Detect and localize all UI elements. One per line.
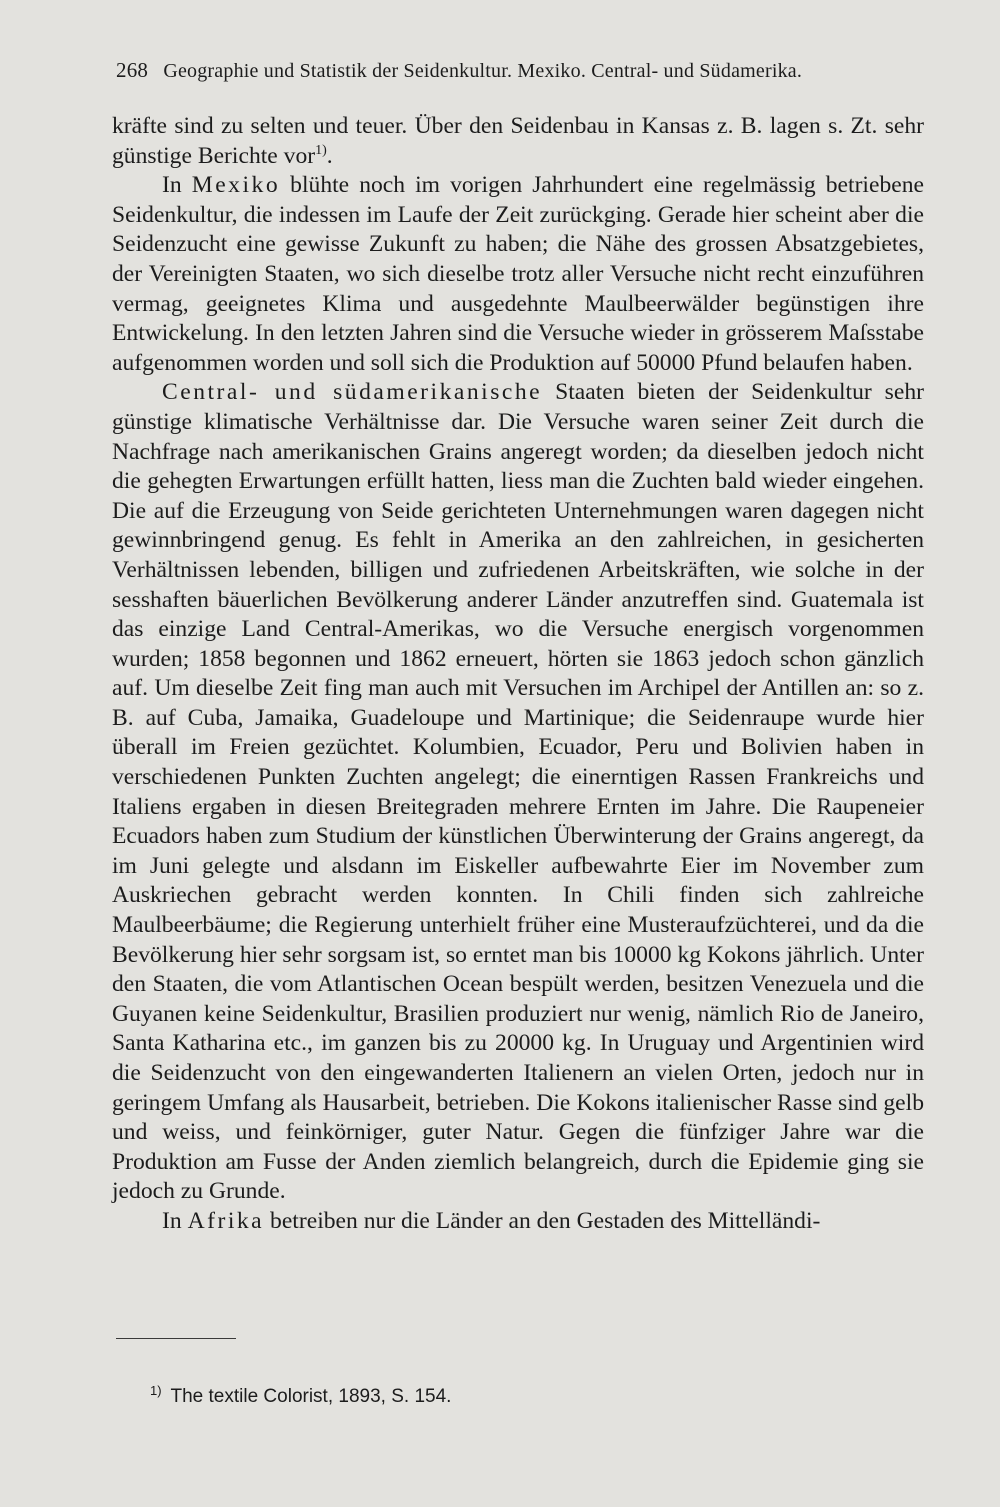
paragraph-1-text: kräfte sind zu selten und teuer. Über den Seidenbau in Kansas z. B. lagen s. Zt. sehr günstige Berichte vor — [112, 113, 924, 169]
running-head — [116, 58, 916, 83]
paragraph-afrika-lead: Afrika — [187, 1207, 265, 1234]
paragraph-sudamerika-lead: Central- und südamerikanische — [162, 379, 543, 406]
paragraph-mexiko — [112, 171, 924, 378]
footnote — [150, 1382, 452, 1408]
paragraph-mexiko-text: blühte noch im vorigen Jahrhundert eine regelmässig betriebene Seidenkultur, die indessen im Laufe der Zeit zurückging. Gerade hier scheint aber die Seidenzucht eine gewisse Zukunft zu haben; die Nähe des grossen Absatzgebietes, der Vereinigten Staaten, wo sich dieselbe trotz aller Versuche nicht recht einzuführen vermag, geeignetes Klima und ausgedehnte Maulbeerwälder begünstigen ihre Entwickelung. In den letzten Jahren sind die Versuche wieder in grösserem Maſsstabe aufgenommen worden und soll sich die Produktion auf 50000 Pfund belaufen haben. — [112, 172, 924, 376]
footnote-reference: 1) — [315, 142, 327, 158]
running-title: Geographie und Statistik der Seidenkultur. Mexiko. Central- und Südamerika. — [163, 60, 803, 82]
paragraph-1-end: . — [326, 142, 333, 169]
paragraph-1 — [112, 112, 924, 171]
footnote-divider — [116, 1338, 236, 1339]
page-number: 268 — [116, 58, 149, 82]
paragraph-sudamerika — [112, 378, 924, 1207]
footnote-mark: 1) — [150, 1382, 162, 1398]
paragraph-mexiko-prefix: In — [162, 172, 192, 199]
paragraph-mexiko-lead: Mexiko — [191, 172, 281, 199]
paragraph-sudamerika-text: Staaten bieten der Seidenkultur sehr günstige klimatische Verhältnisse dar. Die Versuche waren seiner Zeit durch die Nachfrage nach amerikanischen Grains angeregt worden; da dieselben jedoch nicht die gehegten Erwartungen erfüllt hatten, liess man die Zuchten bald wieder eingehen. Die auf die Erzeugung von Seide gerichteten Unternehmungen waren dagegen nicht gewinnbringend genug. Es fehlt in Amerika an den zahlreichen, in gesicherten Verhältnissen lebenden, billigen und zufriedenen Arbeitskräften, wie solche in der sesshaften bäuerlichen Bevölkerung anderer Länder anzutreffen sind. Guatemala ist das einzige Land Central-Amerikas, wo die Versuche energisch vorgenommen wurden; 1858 begonnen und 1862 erneuert, hörten sie 1863 jedoch schon gänzlich auf. Um dieselbe Zeit fing man auch mit Versuchen im Archipel der Antillen an: so z. B. auf Cuba, Jamaika, Guadeloupe und Martinique; die Seidenraupe wurde hier überall im Freien gezüchtet. Kolumbien, Ecuador, Peru und Bolivien haben in verschiedenen Punkten Zuchten angelegt; die einerntigen Rassen Frankreichs und Italiens ergaben in diesen Breitegraden mehrere Ernten im Jahre. Die Raupeneier Ecuadors haben zum Studium der künstlichen Überwinterung der Grains angeregt, da im Juni gelegte und alsdann im Eiskeller aufbewahrte Eier im November zum Auskriechen gebracht werden konnten. In Chili finden sich zahlreiche Maulbeerbäume; die Regierung unterhielt früher eine Musteraufzüchterei, und da die Bevölkerung hier sehr sorgsam ist, so erntet man bis 10000 kg Kokons jährlich. Unter den Staaten, die vom Atlantischen Ocean bespült werden, besitzen Venezuela und die Guyanen keine Seidenkultur, Brasilien produziert nur wenig, nämlich Rio de Janeiro, Santa Katharina etc., im ganzen bis zu 20000 kg. In Uruguay und Argentinien wird die Seidenzucht von den eingewanderten Italienern an vielen Orten, jedoch nur in geringem Umfang als Hausarbeit, betrieben. Die Kokons italienischer Rasse sind gelb und weiss, und feinkörniger, guter Natur. Gegen die fünfziger Jahre war die Produktion am Fusse der Anden ziemlich belangreich, durch die Epidemie ging sie jedoch zu Grunde. — [112, 379, 924, 1205]
paragraph-afrika-prefix: In — [162, 1207, 188, 1234]
paragraph-afrika-text: betreiben nur die Länder an den Gestaden des Mittelländi- — [264, 1207, 821, 1234]
footnote-text: The textile Colorist, 1893, S. 154. — [170, 1386, 452, 1407]
paragraph-afrika — [112, 1207, 924, 1237]
body-text — [112, 112, 924, 1237]
